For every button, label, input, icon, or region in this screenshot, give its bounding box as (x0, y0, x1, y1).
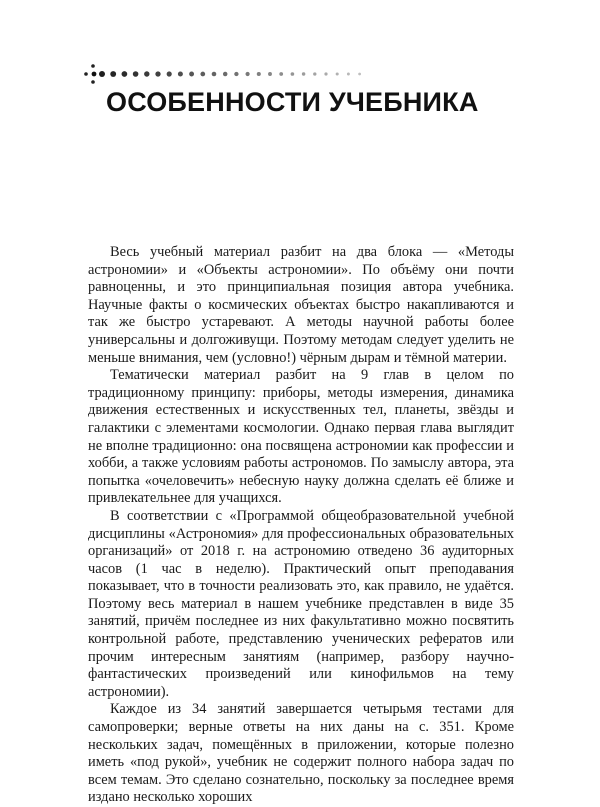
ornament-dot (91, 80, 95, 84)
ornament-dot (84, 72, 88, 76)
ornament-dot (302, 72, 305, 75)
ornament-dot (122, 71, 128, 77)
paragraph-4: Каждое из 34 занятий завершается четырьмя тестами для самопроверки; верные ответы на них даны на с. 351. Кроме нескольких задач, помещённых в приложении, которые полезно иметь «под рукой», учебник не содержит полного набора задач по всем темам. Это сделано сознательно, поскольку за последнее время издано несколько хороших (88, 701, 514, 806)
ornament-dot (133, 71, 139, 77)
ornament-dot (234, 72, 238, 76)
heading-dot-ornament (80, 60, 400, 90)
ornament-dot (178, 71, 183, 76)
body-text (88, 244, 514, 807)
ornament-dot (336, 72, 339, 75)
ornament-dot (189, 72, 194, 77)
paragraph-3: В соответствии с «Программой общеобразовательной учебной дисциплины «Астрономия» для профессиональных образовательных организаций» от 2018 г. на астрономию отведено 36 аудиторных часов (1 час в неделю). Практический опыт преподавания показывает, что в точности реализовать это, как правило, не удаётся. Поэтому весь материал в нашем учебнике представлен в виде 35 занятий, причём последнее из них факультативно можно посвятить контрольной работе, представлению ученических рефератов или прочим интересным занятиям (например, разбору научно-фантастических произведений или кинофильмов на тему астрономии). (88, 507, 514, 700)
ornament-dot (91, 64, 95, 68)
paragraph-1: Весь учебный материал разбит на два блока — «Методы астрономии» и «Объекты астрономии». По объёму они почти равноценны, и это принципиальная позиция автора учебника. Научные факты о космических объектах быстро накапливаются и так же быстро устаревают. А методы научной работы более универсальны и долгоживущи. Поэтому методам следует уделить не меньше внимания, чем (условно!) чёрным дырам и тёмной материи. (88, 244, 514, 366)
ornament-dot (358, 73, 361, 76)
dot-ornament-svg (80, 60, 400, 90)
ornament-dot (167, 71, 172, 76)
ornament-dot (347, 73, 350, 76)
ornament-dot (212, 72, 217, 77)
ornament-dot (155, 71, 160, 76)
ornament-dot (324, 72, 327, 75)
page-title: ОСОБЕННОСТИ УЧЕБНИКА (106, 87, 479, 117)
ornament-dot (223, 72, 227, 76)
ornament-dot (313, 72, 316, 75)
paragraph-2: Тематически материал разбит на 9 глав в целом по традиционному принципу: приборы, методы измерения, динамика движения естественных и искусственных тел, планеты, звёзды и галактики с элементами космологии. Однако первая глава выглядит не вполне традиционно: она посвящена астрономии как профессии и хобби, а также условиям работы астрономов. По замыслу автора, эта попытка «очеловечить» небесную науку должна сделать её ближе и привлекательнее для учащихся. (88, 367, 514, 507)
ornament-dot (279, 72, 283, 76)
ornament-dot (268, 72, 272, 76)
ornament-dot (110, 71, 116, 77)
ornament-dot (291, 72, 295, 76)
ornament-dot (99, 71, 105, 77)
ornament-dot (144, 71, 149, 76)
ornament-dot (200, 72, 205, 77)
ornament-dot (92, 72, 97, 77)
ornament-dot (257, 72, 261, 76)
ornament-dot (246, 72, 250, 76)
